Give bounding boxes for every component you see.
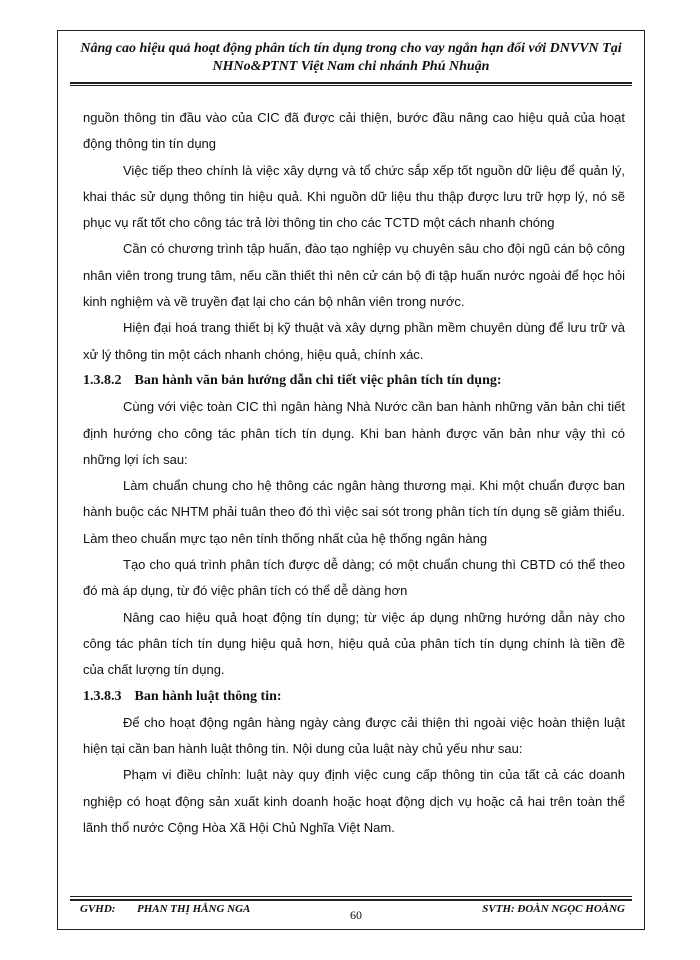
footer-svth: SVTH: ĐOÀN NGỌC HOÀNG [482, 903, 625, 915]
section-number: 1.3.8.2 [83, 372, 122, 388]
page-body [83, 105, 625, 841]
paragraph: Nâng cao hiệu quả hoạt động tín dụng; từ việc áp dụng những hướng dẫn này cho công tác phân tích tín dụng hiệu quả hơn, hiệu quả của phân tích tín dụng chính là tiền đề của chất lượng tín dụng. [83, 609, 625, 678]
page-header [70, 40, 632, 76]
paragraph: nguồn thông tin đầu vào của CIC đã được cải thiện, bước đầu nâng cao hiệu quả của hoạt động thông tin tín dụng [83, 110, 625, 152]
section-title: Ban hành luật thông tin: [134, 688, 282, 704]
page-footer [80, 903, 625, 923]
paragraph: Cần có chương trình tập huấn, đào tạo nghiệp vụ chuyên sâu cho đội ngũ cán bộ công nhân viên trong trung tâm, nếu cần thiết thì nên cử cán bộ đi tập huấn nước ngoài để học hỏi kinh nghiệm và về truyền đạt lại cho cán bộ nhân viên trong nước. [83, 241, 625, 310]
section-title: Ban hành văn bản hướng dẫn chi tiết việc phân tích tín dụng: [134, 372, 502, 388]
footer-rule-thin [70, 896, 632, 897]
footer-gvhd-name: PHAN THỊ HẰNG NGA [137, 903, 251, 915]
section-heading [83, 684, 625, 710]
footer-rule [70, 899, 632, 901]
header-line-2: NHNo&PTNT Việt Nam chi nhánh Phú Nhuận [212, 59, 490, 74]
section-heading [83, 368, 625, 394]
header-rule [70, 82, 632, 84]
paragraph: Để cho hoạt động ngân hàng ngày càng được cải thiện thì ngoài việc hoàn thiện luật hiện tại cần ban hành luật thông tin. Nội dung của luật này chủ yếu như sau: [83, 714, 625, 757]
paragraph: Tạo cho quá trình phân tích được dễ dàng; có một chuẩn chung thì CBTD có thể theo đó mà áp dụng, từ đó việc phân tích có thể dễ dàng hơn [83, 557, 625, 599]
paragraph: Làm chuẩn chung cho hệ thông các ngân hàng thương mại. Khi một chuẩn được ban hành buộc các NHTM phải tuân theo đó thì việc sai sót trong phân tích tín dụng sẽ giảm thiểu. Làm theo chuẩn mực tạo nên tính thống nhất của hệ thống ngân hàng [83, 478, 625, 546]
header-rule-thin [70, 85, 632, 86]
paragraph: Cùng với việc toàn CIC thì ngân hàng Nhà Nước cần ban hành những văn bản chi tiết định hướng cho công tác phân tích tín dụng. Khi ban hành được văn bản như vậy thì có những lợi ích sau: [83, 399, 625, 467]
paragraph: Phạm vi điều chỉnh: luật này quy định việc cung cấp thông tin của tất cả các doanh nghiệp có hoạt động sản xuất kinh doanh hoặc hoạt động dịch vụ hoặc cả hai trên toàn thể lãnh thổ nước Cộng Hòa Xã Hội Chủ Nghĩa Việt Nam. [83, 767, 625, 836]
paragraph: Việc tiếp theo chính là việc xây dựng và tổ chức sắp xếp tốt nguồn dữ liệu để quản lý, khai thác sử dụng thông tin hiệu quả. Khi nguồn dữ liệu thu thập được lưu trữ hợp lý, nó sẽ phục vụ rất tốt cho công tác trả lời thông tin cho các TCTD một cách nhanh chóng [83, 162, 625, 231]
header-line-1: Nâng cao hiệu quả hoạt động phân tích tín dụng trong cho vay ngắn hạn đối với DNVVN Tại [80, 41, 622, 56]
section-number: 1.3.8.3 [83, 688, 122, 704]
page-number: 60 [350, 908, 362, 922]
footer-gvhd-label: GVHD: [80, 903, 116, 915]
paragraph: Hiện đại hoá trang thiết bị kỹ thuật và xây dựng phần mềm chuyên dùng để lưu trữ và xử lý thông tin một cách nhanh chóng, hiệu quả, chính xác. [83, 320, 625, 362]
